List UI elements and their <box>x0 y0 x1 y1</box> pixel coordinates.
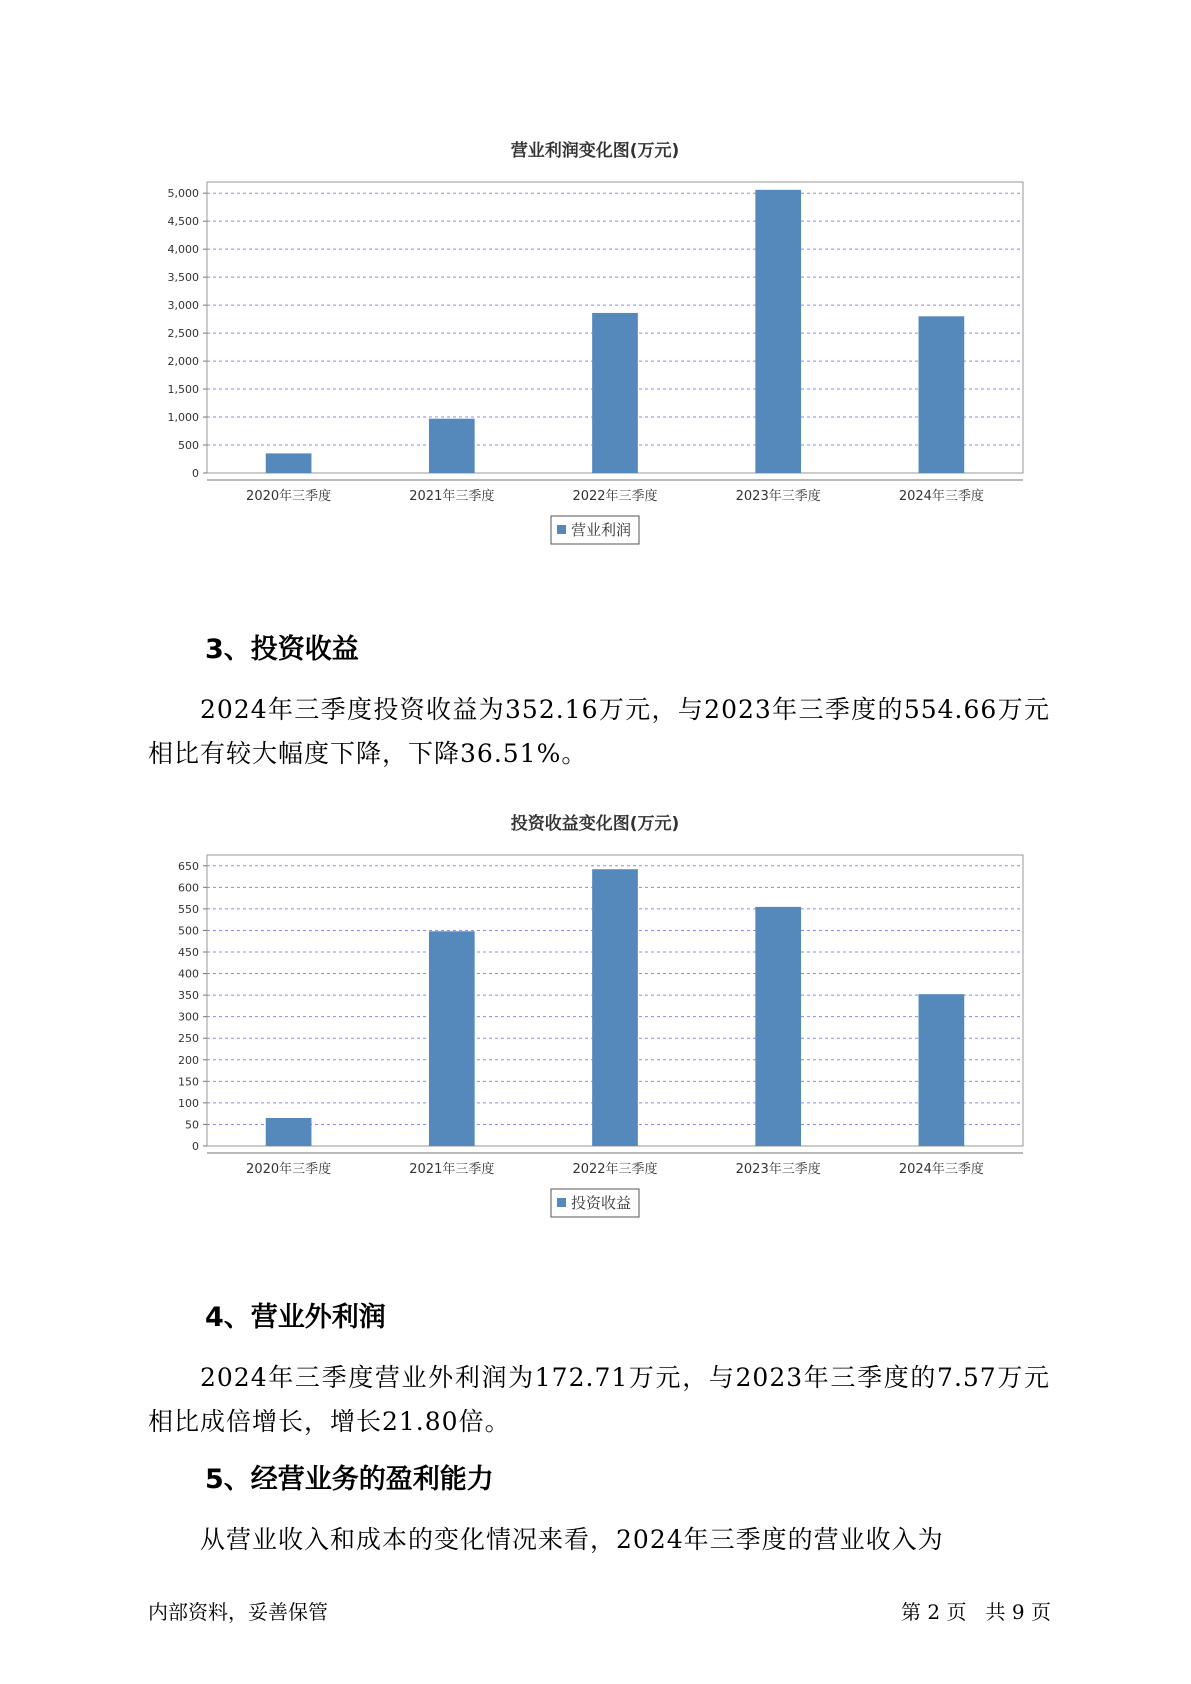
legend-swatch <box>557 525 566 534</box>
y-tick-label: 500 <box>178 439 199 453</box>
y-tick-label: 2,000 <box>167 355 199 369</box>
y-tick-label: 650 <box>178 859 199 873</box>
y-tick-label: 2,500 <box>167 327 199 341</box>
x-category-label: 2020年三季度 <box>246 489 332 504</box>
y-tick-label: 0 <box>192 1140 199 1153</box>
bar-2024年三季度 <box>919 994 965 1146</box>
legend-label: 投资收益 <box>571 1194 632 1212</box>
chart-title: 投资收益变化图(万元) <box>510 814 680 834</box>
footer-confidential-note: 内部资料，妥善保管 <box>148 1600 328 1624</box>
y-tick-label: 1,500 <box>167 383 199 397</box>
y-tick-label: 3,000 <box>167 299 199 313</box>
x-category-label: 2022年三季度 <box>572 1162 658 1177</box>
bar-2021年三季度 <box>429 419 475 473</box>
x-category-label: 2023年三季度 <box>735 1162 821 1177</box>
section-4-paragraph: 2024年三季度营业外利润为172.71万元，与2023年三季度的7.57万元相比成倍增长，增长21.80倍。 <box>148 1363 1050 1436</box>
y-tick-label: 50 <box>185 1118 199 1132</box>
bar-2021年三季度 <box>429 931 475 1146</box>
y-tick-label: 1,000 <box>167 411 199 425</box>
section-5-heading: 5、经营业务的盈利能力 <box>205 1464 494 1495</box>
chart-legend <box>551 516 639 544</box>
bar-2022年三季度 <box>592 869 638 1146</box>
page-prefix: 第 <box>901 1600 928 1624</box>
legend-swatch <box>557 1198 566 1207</box>
page-current: 2 <box>927 1600 941 1624</box>
y-tick-label: 300 <box>178 1010 199 1024</box>
x-category-label: 2020年三季度 <box>246 1162 332 1177</box>
page-middle: 页 共 <box>940 1600 1012 1624</box>
bar-2023年三季度 <box>755 190 801 473</box>
bar-2024年三季度 <box>919 316 965 473</box>
operating-profit-chart <box>155 130 1035 550</box>
x-category-label: 2021年三季度 <box>409 1162 495 1177</box>
section-3-heading: 3、投资收益 <box>205 634 359 665</box>
y-tick-label: 100 <box>178 1096 199 1110</box>
y-tick-label: 150 <box>178 1075 199 1089</box>
y-tick-label: 350 <box>178 989 199 1003</box>
page-total: 9 <box>1011 1600 1025 1624</box>
y-tick-label: 550 <box>178 902 199 916</box>
chart-title: 营业利润变化图(万元) <box>510 141 680 161</box>
y-tick-label: 400 <box>178 967 199 981</box>
x-category-label: 2023年三季度 <box>735 489 821 504</box>
footer-page-number <box>901 1596 1051 1625</box>
y-tick-label: 0 <box>192 467 199 480</box>
bar-2020年三季度 <box>266 1118 312 1146</box>
chart-legend <box>551 1189 639 1217</box>
y-tick-label: 450 <box>178 946 199 959</box>
x-category-label: 2024年三季度 <box>898 1162 984 1177</box>
y-tick-label: 500 <box>178 924 199 938</box>
page-suffix: 页 <box>1024 1600 1051 1624</box>
x-category-label: 2021年三季度 <box>409 489 495 504</box>
y-tick-label: 4,500 <box>167 215 199 229</box>
y-tick-label: 3,500 <box>167 271 199 285</box>
x-category-label: 2022年三季度 <box>572 489 658 504</box>
legend-label: 营业利润 <box>571 521 632 539</box>
bar-2023年三季度 <box>755 907 801 1146</box>
bar-2020年三季度 <box>266 453 312 473</box>
y-tick-label: 200 <box>178 1053 199 1067</box>
investment-income-chart <box>155 803 1035 1223</box>
bar-2022年三季度 <box>592 313 638 473</box>
section-5-paragraph: 从营业收入和成本的变化情况来看，2024年三季度的营业收入为 <box>200 1525 944 1554</box>
y-tick-label: 250 <box>178 1032 199 1046</box>
section-4-heading: 4、营业外利润 <box>205 1302 386 1333</box>
operating-profit-chart-svg <box>155 130 1035 550</box>
y-tick-label: 600 <box>178 881 199 895</box>
investment-income-chart-svg <box>155 803 1035 1223</box>
y-tick-label: 4,000 <box>167 243 199 257</box>
y-tick-label: 5,000 <box>167 187 199 201</box>
section-3-paragraph: 2024年三季度投资收益为352.16万元，与2023年三季度的554.66万元相比有较大幅度下降，下降36.51%。 <box>148 695 1050 768</box>
x-category-label: 2024年三季度 <box>898 489 984 504</box>
